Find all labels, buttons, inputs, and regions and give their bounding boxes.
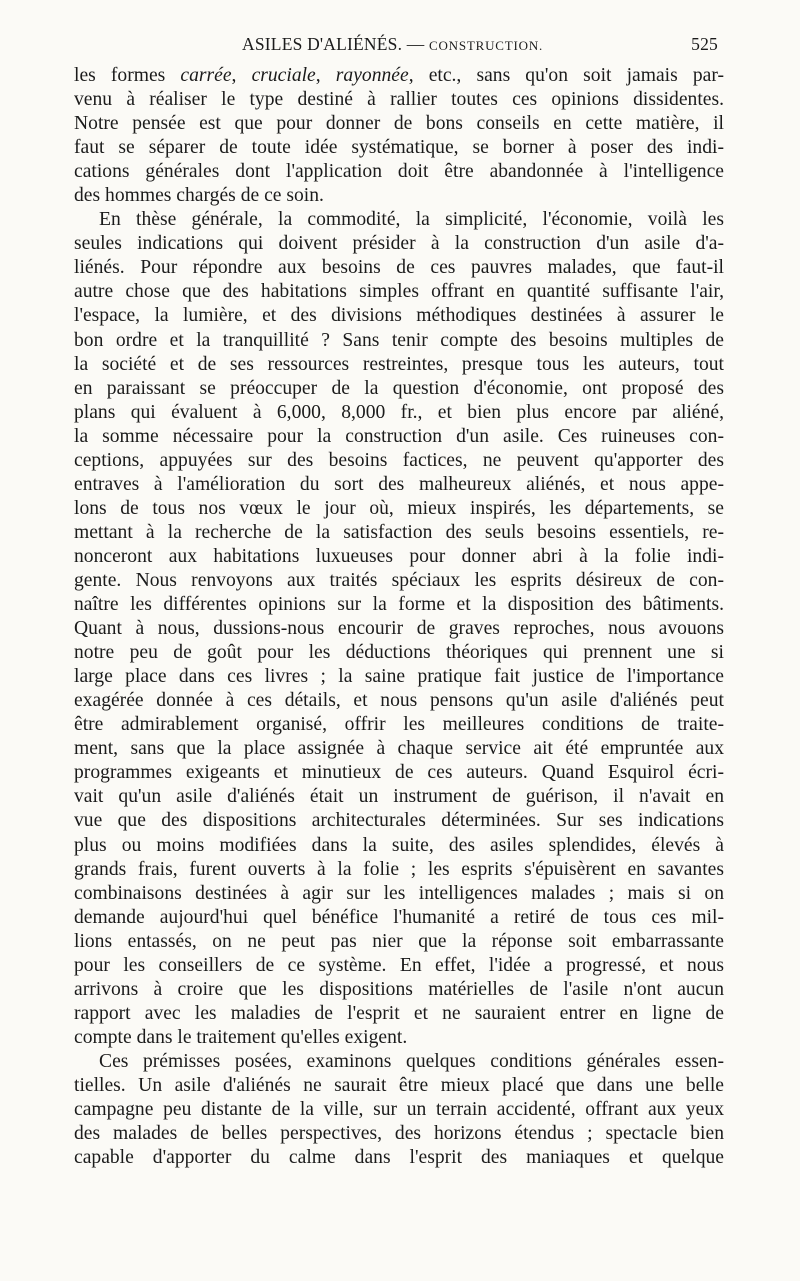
text-line-36: demande aujourd'hui quel bénéfice l'humanité a retiré de tous ces mil-: [74, 906, 724, 928]
text-line-14: en paraissant se préoccuper de la question d'économie, ont proposé des: [74, 377, 724, 399]
text-line-5: cations générales dont l'application doit être abandonnée à l'intelligence: [74, 161, 724, 183]
text-line-12: bon ordre et la tranquillité ? Sans tenir compte des besoins multiples de: [74, 329, 724, 351]
text-line-1: les formes carrée, cruciale, rayonnée, etc., sans qu'on soit jamais par-: [74, 65, 724, 86]
italic-term: cruciale: [251, 65, 316, 86]
text-line-34: grands frais, furent ouverts à la folie ; les esprits s'épuisèrent en savantes: [74, 858, 724, 880]
text-line-13: la société et de ses ressources restreintes, presque tous les auteurs, tout: [74, 353, 724, 375]
text-line-20: mettant à la recherche de la satisfaction des seuls besoins essentiels, re-: [74, 521, 724, 543]
paragraph-1: [74, 64, 724, 208]
text-line-46: capable d'apporter du calme dans l'esprit des maniaques et quelque: [74, 1147, 724, 1169]
text-line-10: autre chose que des habitations simples offrant en quantité suffisante l'air,: [74, 281, 724, 303]
text-line-38: pour les conseillers de ce système. En effet, l'idée a progressé, et nous: [74, 954, 724, 976]
text-line-23: naître les différentes opinions sur la forme et la disposition des bâtiments.: [74, 594, 724, 616]
text-line-3: Notre pensée est que pour donner de bons conseils en cette matière, il: [74, 113, 724, 135]
running-title-main: ASILES D'ALIÉNÉS. —: [242, 34, 430, 54]
text-line-27: exagérée donnée à ces détails, et nous pensons qu'un asile d'aliénés peut: [74, 690, 724, 712]
text-line-40: rapport avec les maladies de l'esprit et ne sauraient entrer en ligne de: [74, 1002, 724, 1024]
text-line-33: plus ou moins modifiées dans la suite, des asiles splendides, élevés à: [74, 834, 724, 856]
text-line-24: Quant à nous, dussions-nous encourir de graves reproches, nous avouons: [74, 618, 724, 640]
text-line-32: vue que des dispositions architecturales déterminées. Sur ses indications: [74, 810, 724, 832]
text-line-8: seules indications qui doivent présider à la construction d'un asile d'a-: [74, 233, 724, 255]
body-text: [74, 64, 724, 1170]
text-line-16: la somme nécessaire pour la construction d'un asile. Ces ruineuses con-: [74, 425, 724, 447]
text-line-7: En thèse générale, la commodité, la simplicité, l'économie, voilà les: [99, 209, 724, 231]
text-line-28: être admirablement organisé, offrir les meilleures conditions de traite-: [74, 714, 724, 736]
italic-term: carrée: [180, 65, 232, 86]
running-head: [74, 30, 724, 64]
text-line-26: large place dans ces livres ; la saine pratique fait justice de l'importance: [74, 666, 724, 688]
text-line-21: nonceront aux habitations luxueuses pour donner abri à la folie indi-: [74, 545, 724, 567]
paragraph-3: [74, 1050, 724, 1170]
running-title: [242, 34, 543, 55]
text-line-39: arrivons à croire que les dispositions matérielles de l'asile n'ont aucun: [74, 978, 724, 1000]
text-line-19: lons de tous nos vœux le jour où, mieux inspirés, les départements, se: [74, 497, 724, 519]
text-line-17: ceptions, appuyées sur des besoins factices, ne peuvent qu'apporter des: [74, 449, 724, 471]
text-line-35: combinaisons destinées à agir sur les intelligences malades ; mais si on: [74, 882, 724, 904]
text-line-9: liénés. Pour répondre aux besoins de ces pauvres malades, que faut-il: [74, 257, 724, 279]
text-line-11: l'espace, la lumière, et des divisions méthodiques destinées à assurer le: [74, 305, 724, 327]
text-line-31: vait qu'un asile d'aliénés était un instrument de guérison, il n'avait en: [74, 786, 724, 808]
text-line-18: entraves à l'amélioration du sort des malheureux aliénés, et nous appe-: [74, 473, 724, 495]
text-line-30: programmes exigeants et minutieux de ces auteurs. Quand Esquirol écri-: [74, 762, 724, 784]
text-line-37: lions entassés, on ne peut pas nier que la réponse soit embarrassante: [74, 930, 724, 952]
text-line-2: venu à réaliser le type destiné à rallier toutes ces opinions dissidentes.: [74, 89, 724, 111]
text-line-6: des hommes chargés de ce soin.: [74, 185, 324, 207]
text-line-25: notre peu de goût pour les déductions théoriques qui prennent une si: [74, 642, 724, 664]
text-line-4: faut se séparer de toute idée systématique, se borner à poser des indi-: [74, 137, 724, 159]
text-line-44: campagne peu distante de la ville, sur un terrain accidenté, offrant aux yeux: [74, 1099, 724, 1121]
text-line-15: plans qui évaluent à 6,000, 8,000 fr., et bien plus encore par aliéné,: [74, 401, 724, 423]
text-line-41: compte dans le traitement qu'elles exigent.: [74, 1026, 408, 1048]
book-page: [74, 30, 724, 1170]
running-title-section: CONSTRUCTION.: [429, 38, 544, 53]
paragraph-2: [74, 208, 724, 1050]
page-number: 525: [691, 34, 718, 54]
text-line-45: des malades de belles perspectives, des horizons étendus ; spectacle bien: [74, 1123, 724, 1145]
text-line-22: gente. Nous renvoyons aux traités spéciaux les esprits désireux de con-: [74, 569, 724, 591]
text-line-29: ment, sans que la place assignée à chaque service ait été empruntée aux: [74, 738, 724, 760]
italic-term: rayonnée: [335, 65, 409, 86]
text-line-42: Ces prémisses posées, examinons quelques conditions générales essen-: [99, 1050, 724, 1072]
text-line-43: tielles. Un asile d'aliénés ne saurait être mieux placé que dans une belle: [74, 1074, 724, 1096]
